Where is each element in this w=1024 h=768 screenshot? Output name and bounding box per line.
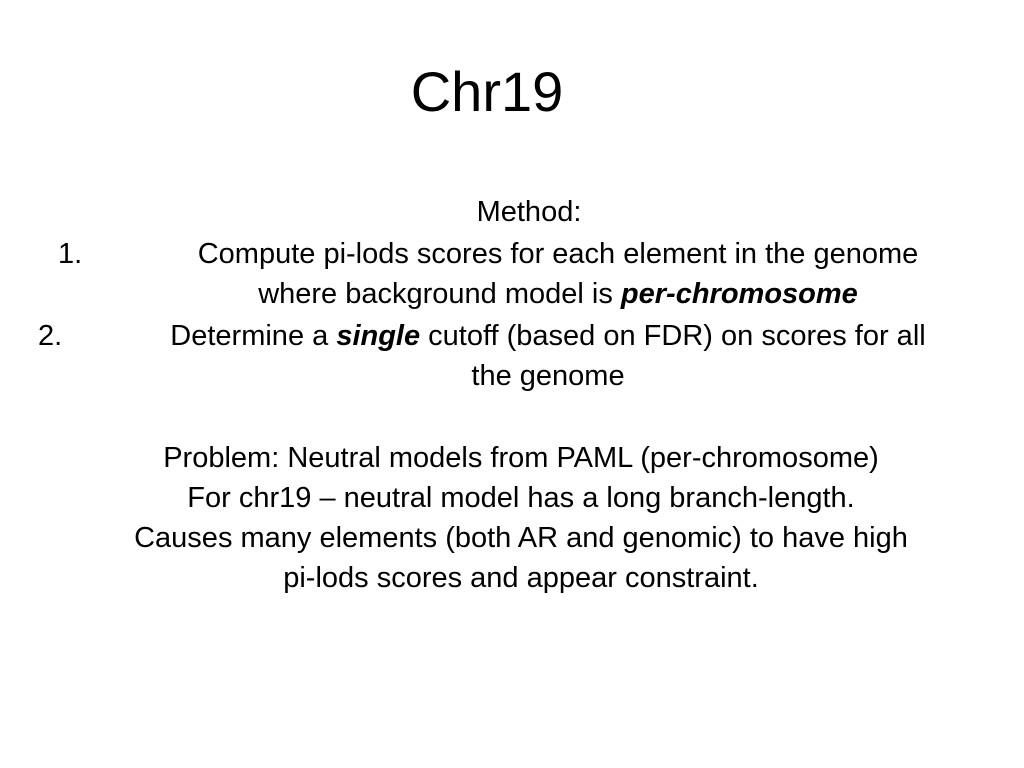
list-item-line: the genome	[471, 360, 625, 392]
list-item-line: Compute pi-lods scores for each element in the genome	[197, 238, 919, 270]
slide-body	[30, 192, 1000, 598]
list-item-text	[30, 234, 1000, 314]
list-item-line: Determine a	[170, 320, 337, 352]
problem-line: Causes many elements (both AR and genomic) to have high	[134, 522, 908, 554]
list-item-number: 1.	[58, 238, 83, 270]
problem-line: For chr19 – neutral model has a long branch-length.	[187, 482, 855, 514]
problem-line: Problem: Neutral models from PAML (per-chromosome)	[163, 442, 879, 474]
list-item-2	[30, 316, 1000, 396]
list-item-number: 2.	[38, 320, 63, 352]
method-label: Method:	[476, 196, 582, 228]
spacer	[30, 396, 1000, 436]
problem-line: pi-lods scores and appear constraint.	[283, 562, 759, 594]
list-item-text	[30, 316, 1000, 396]
list-item-line: cutoff (based on FDR) on scores for all	[420, 320, 926, 352]
problem-paragraph	[42, 438, 1000, 598]
emphasis-text: single	[336, 320, 421, 352]
slide-title: Chr19	[410, 60, 564, 123]
emphasis-text: per-chromosome	[620, 278, 858, 310]
list-item-line: where background model is	[258, 278, 621, 310]
list-item-1	[30, 234, 1000, 314]
